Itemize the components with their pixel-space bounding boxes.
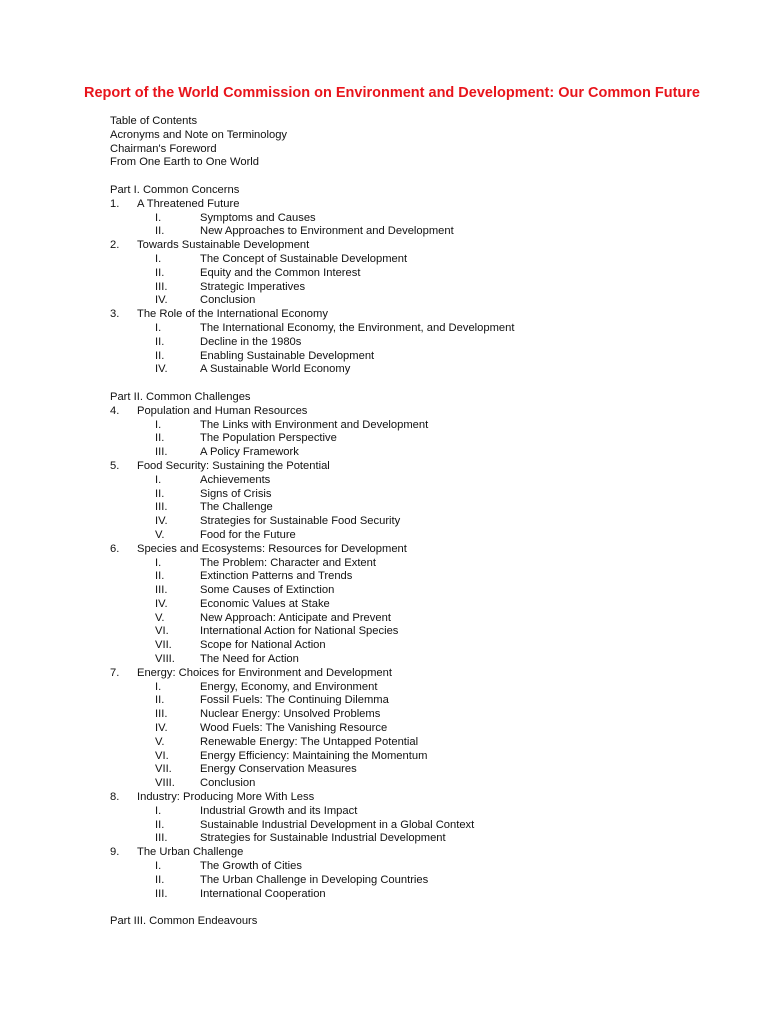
chapter-item: 1. A Threatened Future bbox=[110, 197, 240, 210]
section-item: IV. Strategies for Sustainable Food Security bbox=[155, 515, 401, 528]
section-item: V. New Approach: Anticipate and Prevent bbox=[155, 611, 391, 624]
front-matter-item: Chairman's Foreword bbox=[110, 142, 217, 155]
section-item: II. Equity and the Common Interest bbox=[155, 266, 361, 279]
section-item: III. Strategies for Sustainable Industrial Development bbox=[155, 832, 446, 845]
section-item: III. A Policy Framework bbox=[155, 446, 299, 459]
chapter-item: 2. Towards Sustainable Development bbox=[110, 239, 310, 252]
section-item: II. Fossil Fuels: The Continuing Dilemma bbox=[155, 694, 389, 707]
chapter-item: 7. Energy: Choices for Environment and Development bbox=[110, 666, 392, 679]
section-item: III. Some Causes of Extinction bbox=[155, 584, 335, 597]
section-item: I. The Links with Environment and Development bbox=[155, 418, 429, 431]
front-matter-item: Acronyms and Note on Terminology bbox=[110, 128, 288, 141]
section-item: I. The International Economy, the Environment, and Development bbox=[155, 321, 515, 334]
table-of-contents bbox=[110, 115, 515, 929]
document-title: Report of the World Commission on Environment and Development: Our Common Future bbox=[83, 85, 700, 101]
section-item: IV. A Sustainable World Economy bbox=[155, 363, 351, 376]
chapter-item: 3. The Role of the International Economy bbox=[110, 308, 328, 321]
section-item: VII. Energy Conservation Measures bbox=[155, 763, 357, 776]
section-item: II. Decline in the 1980s bbox=[155, 335, 302, 348]
section-item: II. The Population Perspective bbox=[155, 432, 337, 445]
section-item: III. International Cooperation bbox=[155, 887, 326, 900]
part-heading: Part II. Common Challenges bbox=[110, 390, 251, 403]
section-item: I. Achievements bbox=[155, 473, 271, 486]
section-item: I. Symptoms and Causes bbox=[155, 211, 316, 224]
section-item: III. Nuclear Energy: Unsolved Problems bbox=[155, 708, 381, 721]
section-item: IV. Economic Values at Stake bbox=[155, 597, 330, 610]
section-item: II. Signs of Crisis bbox=[155, 487, 272, 500]
section-item: III. Strategic Imperatives bbox=[155, 280, 306, 293]
section-item: VII. Scope for National Action bbox=[155, 639, 326, 652]
section-item: II. The Urban Challenge in Developing Countries bbox=[155, 873, 429, 886]
section-item: I. The Growth of Cities bbox=[155, 860, 302, 873]
section-item: I. Energy, Economy, and Environment bbox=[155, 680, 378, 693]
part-heading: Part I. Common Concerns bbox=[110, 183, 240, 196]
section-item: III. The Challenge bbox=[155, 501, 273, 514]
section-item: VIII. Conclusion bbox=[155, 777, 256, 790]
chapter-item: 9. The Urban Challenge bbox=[110, 846, 244, 859]
front-matter-item: Table of Contents bbox=[110, 115, 198, 127]
section-item: VI. Energy Efficiency: Maintaining the Momentum bbox=[155, 749, 428, 762]
section-item: I. The Problem: Character and Extent bbox=[155, 556, 376, 569]
section-item: V. Renewable Energy: The Untapped Potential bbox=[155, 735, 419, 748]
section-item: II. Extinction Patterns and Trends bbox=[155, 570, 353, 583]
section-item: VI. International Action for National Species bbox=[155, 625, 399, 638]
section-item: I. The Concept of Sustainable Development bbox=[155, 252, 408, 265]
chapter-item: 8. Industry: Producing More With Less bbox=[110, 791, 315, 804]
front-matter-item: From One Earth to One World bbox=[110, 156, 260, 169]
chapter-item: 6. Species and Ecosystems: Resources for Development bbox=[110, 542, 407, 555]
section-item: IV. Conclusion bbox=[155, 294, 256, 307]
section-item: II. Sustainable Industrial Development in a Global Context bbox=[155, 818, 475, 831]
section-item: II. Enabling Sustainable Development bbox=[155, 349, 375, 362]
section-item: IV. Wood Fuels: The Vanishing Resource bbox=[155, 722, 388, 735]
part-heading: Part III. Common Endeavours bbox=[110, 915, 258, 928]
section-item: II. New Approaches to Environment and Development bbox=[155, 225, 454, 238]
section-item: VIII. The Need for Action bbox=[155, 653, 299, 666]
chapter-item: 4. Population and Human Resources bbox=[110, 404, 308, 417]
section-item: V. Food for the Future bbox=[155, 528, 296, 541]
section-item: I. Industrial Growth and its Impact bbox=[155, 804, 358, 817]
chapter-item: 5. Food Security: Sustaining the Potential bbox=[110, 459, 330, 472]
